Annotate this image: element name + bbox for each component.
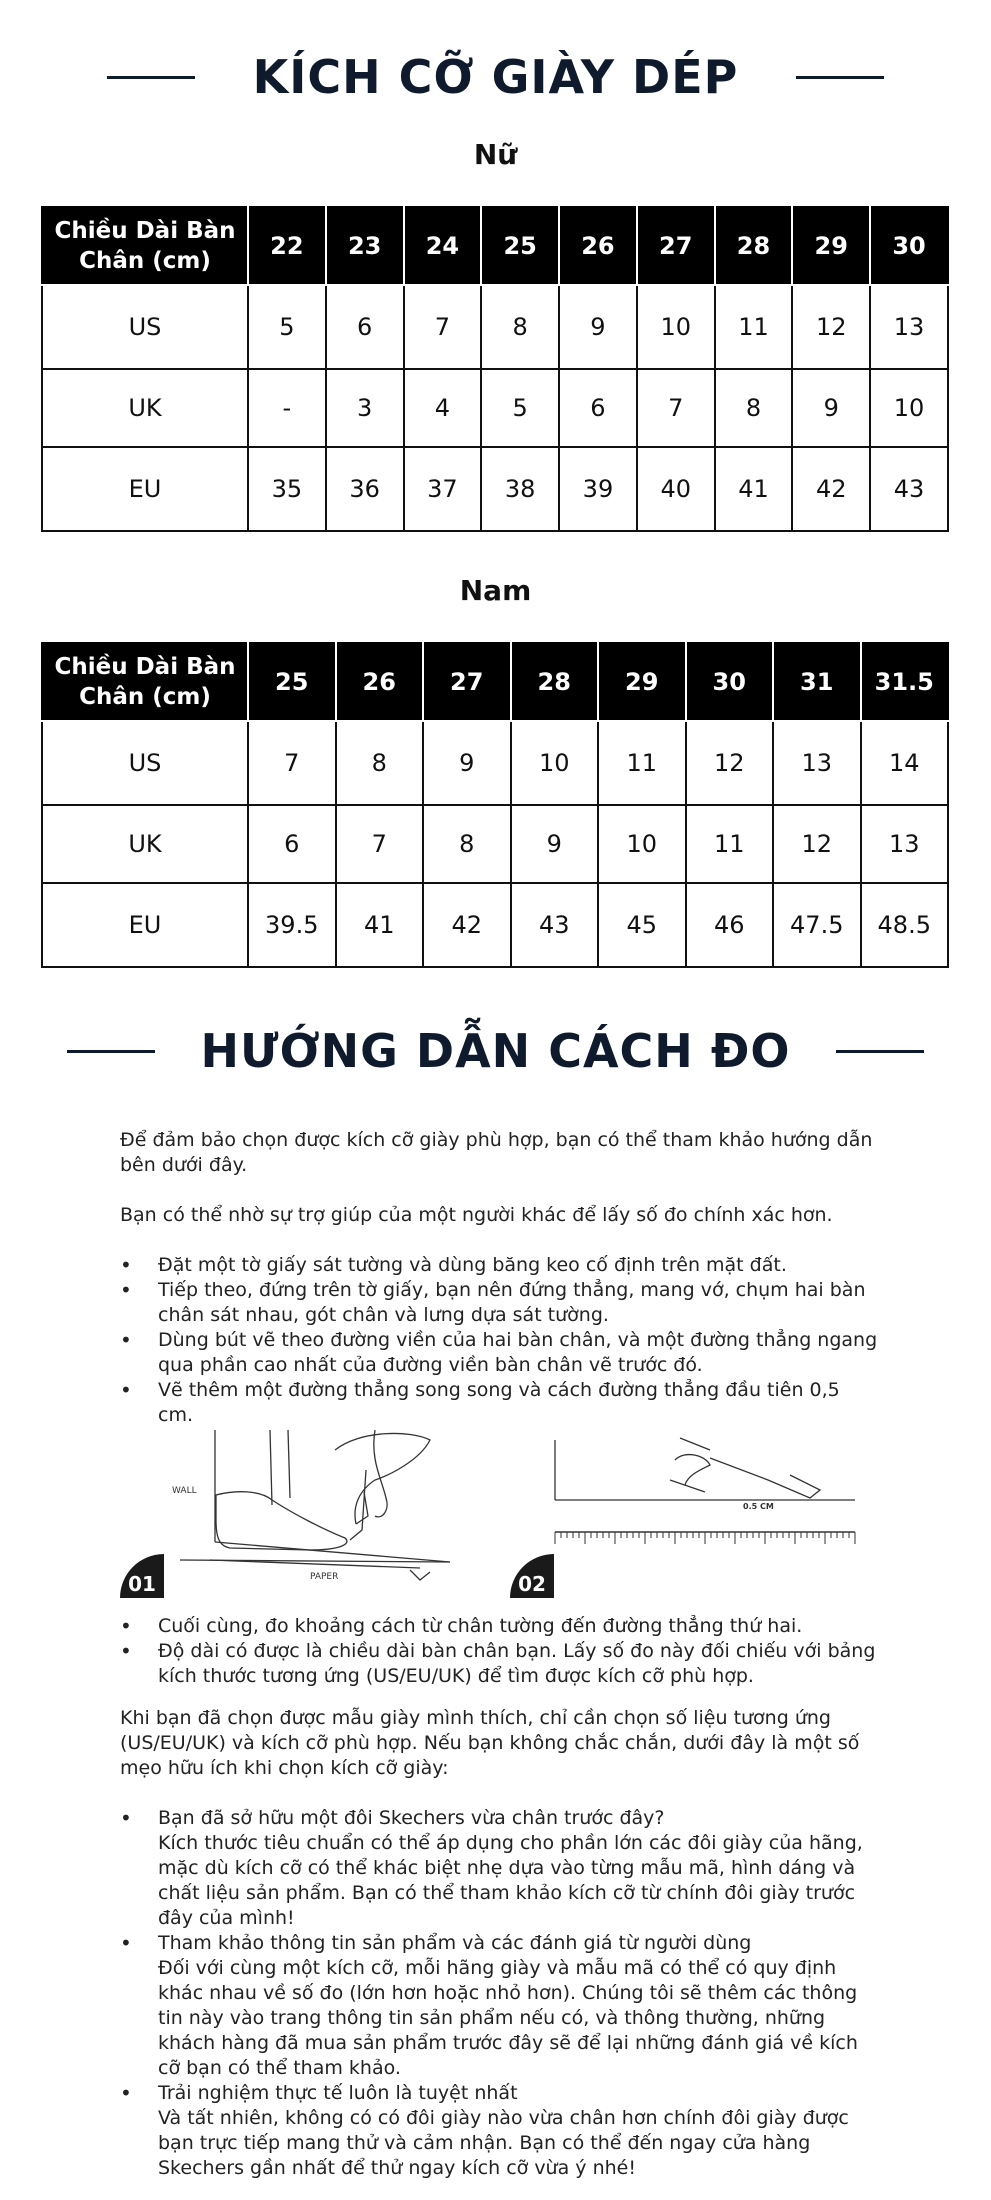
wall-label: WALL [172,1486,197,1496]
list-item: • Vẽ thêm một đường thẳng song song và cách đường thẳng đầu tiên 0,5 cm. [120,1378,880,1428]
table-cell: 36 [326,447,404,531]
tips-list [120,1806,880,2181]
women-heading: Nữ [473,138,518,171]
table-cell: 47.5 [773,883,861,967]
table-row [42,721,948,805]
table-cell: 37 [404,447,482,531]
table-row [42,447,948,531]
list-item: • Dùng bút vẽ theo đường viền của hai bàn chân, và một đường thẳng ngang qua phần cao nhất của đường viền bàn chân vẽ trước đó. [120,1328,880,1378]
table-cell: 46 [686,883,774,967]
tips-intro-text: Khi bạn đã chọn được mẫu giày mình thích, chỉ cần chọn số liệu tương ứng (US/EU/UK) và kích cỡ phù hợp. Nếu bạn không chắc chắn, dưới đây là một số mẹo hữu ích khi chọn kích cỡ giày: [120,1707,860,1779]
list-item: • Đặt một tờ giấy sát tường và dùng băng keo cố định trên mặt đất. [120,1253,880,1278]
table-cell: 13 [773,721,861,805]
measure-lines-illustration [510,1420,880,1598]
table-header-cell: 31 [773,643,861,721]
table-header-cell: 29 [792,207,870,285]
table-cell: US [42,285,248,369]
table-cell: 10 [637,285,715,369]
list-item [120,2081,880,2181]
table-header-cell: 22 [248,207,326,285]
table-header-cell: 28 [715,207,793,285]
table-cell: 40 [637,447,715,531]
intro-paragraph-2 [120,1203,880,1228]
step-badge-01: 01 [120,1554,164,1598]
table-cell: 10 [511,721,599,805]
table-header-row [42,643,948,721]
table-cell: 10 [870,369,948,447]
table-cell: 9 [511,805,599,883]
measure-steps-list-2 [120,1614,880,1689]
table-header-cell: Chiều Dài Bàn Chân (cm) [42,643,248,721]
table-row [42,285,948,369]
intro-text: Để đảm bảo chọn được kích cỡ giày phù hợp, bạn có thể tham khảo hướng dẫn bên dưới đây. [120,1129,873,1176]
table-cell: 45 [598,883,686,967]
table-cell: 9 [792,369,870,447]
table-row [42,805,948,883]
table-cell: 6 [559,369,637,447]
table-cell: UK [42,805,248,883]
table-cell: 5 [481,369,559,447]
tip-body: Kích thước tiêu chuẩn có thể áp dụng cho phần lớn các đôi giày của hãng, mặc dù kích cỡ có thể khác biệt nhẹ dựa vào từng mẫu mã, hình dáng và chất liệu sản phẩm. Bạn có thể tham khảo kích cỡ từ chính đôi giày trước đây của mình! [158,1832,863,1929]
table-cell: 35 [248,447,326,531]
table-header-cell: 25 [481,207,559,285]
tip-title: • Trải nghiệm thực tế luôn là tuyệt nhất [158,2082,518,2104]
figure-foot-against-wall [120,1420,460,1598]
title-divider-right [836,1050,924,1053]
table-header-cell: 31.5 [861,643,949,721]
table-cell: UK [42,369,248,447]
women-size-table [41,206,949,532]
table-cell: 12 [792,285,870,369]
table-cell: 42 [423,883,511,967]
table-cell: US [42,721,248,805]
table-header-cell: 23 [326,207,404,285]
table-cell: 9 [559,285,637,369]
table-header-cell: 27 [637,207,715,285]
table-cell: - [248,369,326,447]
step-badge-02: 02 [510,1554,554,1598]
table-header-cell: 29 [598,643,686,721]
table-header-cell: 25 [248,643,336,721]
table-cell: 9 [423,721,511,805]
table-cell: 10 [598,805,686,883]
table-header-cell: 30 [686,643,774,721]
table-cell: 12 [773,805,861,883]
table-cell: EU [42,883,248,967]
measure-steps-list [120,1253,880,1428]
table-cell: 43 [511,883,599,967]
table-cell: 13 [870,285,948,369]
table-cell: 7 [248,721,336,805]
paper-label: PAPER [310,1572,339,1582]
tip-body: Đối với cùng một kích cỡ, mỗi hãng giày và mẫu mã có thể có quy định khác nhau về số đo (lớn hơn hoặc nhỏ hơn). Chúng tôi sẽ thêm các thông tin này vào trang thông tin sản phẩm nếu có, và thông thường, những khách hàng đã mua sản phẩm trước đây sẽ để lại những đánh giá về kích cỡ bạn có thể tham khảo. [158,1957,858,2079]
size-title-row [0,50,991,104]
intro-text-2: Bạn có thể nhờ sự trợ giúp của một người khác để lấy số đo chính xác hơn. [120,1204,833,1226]
table-header-cell: 24 [404,207,482,285]
table-row [42,369,948,447]
men-size-table [41,642,949,968]
table-cell: EU [42,447,248,531]
table-header-cell: Chiều Dài Bàn Chân (cm) [42,207,248,285]
table-cell: 38 [481,447,559,531]
table-cell: 8 [715,369,793,447]
tip-body: Và tất nhiên, không có có đôi giày nào vừa chân hơn chính đôi giày được bạn trực tiếp mang thử và cảm nhận. Bạn có thể đến ngay cửa hàng Skechers gần nhất để thử ngay kích cỡ vừa ý nhé! [158,2107,849,2179]
table-cell: 39 [559,447,637,531]
table-cell: 7 [404,285,482,369]
intro-paragraph [120,1128,880,1178]
list-item: • Tiếp theo, đứng trên tờ giấy, bạn nên đứng thẳng, mang vớ, chụm hai bàn chân sát nhau, gót chân và lưng dựa sát tường. [120,1278,880,1328]
table-cell: 39.5 [248,883,336,967]
men-heading: Nam [459,574,532,607]
table-cell: 41 [715,447,793,531]
list-item: • Độ dài có được là chiều dài bàn chân bạn. Lấy số đo này đối chiếu với bảng kích thước tương ứng (US/EU/UK) để tìm được kích cỡ phù hợp. [120,1639,880,1689]
table-cell: 7 [336,805,424,883]
list-item [120,1806,880,1931]
tips-intro [120,1706,880,1781]
table-header-row [42,207,948,285]
table-cell: 8 [336,721,424,805]
table-cell: 11 [686,805,774,883]
table-header-cell: 26 [559,207,637,285]
table-cell: 5 [248,285,326,369]
guide-title: HƯỚNG DẪN CÁCH ĐO [200,1024,791,1078]
title-divider-left [107,76,195,79]
table-cell: 12 [686,721,774,805]
list-item: • Cuối cùng, đo khoảng cách từ chân tường đến đường thẳng thứ hai. [120,1614,880,1639]
table-cell: 8 [423,805,511,883]
tip-title: • Bạn đã sở hữu một đôi Skechers vừa chân trước đây? [158,1807,665,1829]
table-cell: 11 [598,721,686,805]
table-cell: 14 [861,721,949,805]
table-cell: 48.5 [861,883,949,967]
table-cell: 7 [637,369,715,447]
table-cell: 41 [336,883,424,967]
title-divider-left [67,1050,155,1053]
table-cell: 43 [870,447,948,531]
tip-title: • Tham khảo thông tin sản phẩm và các đánh giá từ người dùng [158,1932,752,1954]
guide-title-row [0,1024,991,1078]
title-divider-right [796,76,884,79]
table-row [42,883,948,967]
table-cell: 6 [248,805,336,883]
table-cell: 8 [481,285,559,369]
table-cell: 4 [404,369,482,447]
table-cell: 6 [326,285,404,369]
table-cell: 13 [861,805,949,883]
table-cell: 3 [326,369,404,447]
size-chart-title: KÍCH CỠ GIÀY DÉP [252,50,739,104]
figure-measure-lines [510,1420,880,1598]
table-header-cell: 27 [423,643,511,721]
foot-wall-illustration [120,1420,460,1598]
half-cm-label: 0.5 CM [743,1502,774,1511]
table-header-cell: 30 [870,207,948,285]
table-cell: 11 [715,285,793,369]
table-header-cell: 28 [511,643,599,721]
list-item [120,1931,880,2081]
table-header-cell: 26 [336,643,424,721]
table-cell: 42 [792,447,870,531]
